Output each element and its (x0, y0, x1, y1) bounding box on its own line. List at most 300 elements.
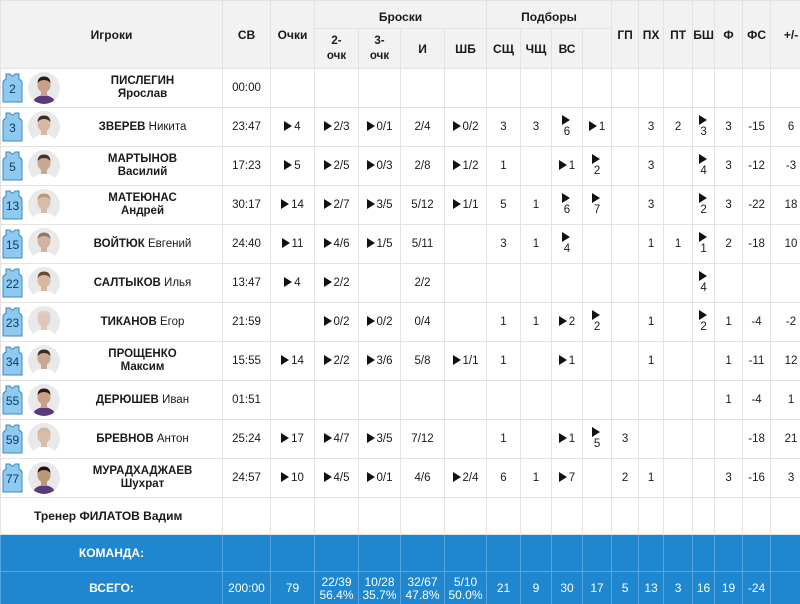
two-pt-cell (315, 381, 359, 420)
plus-minus-cell (743, 147, 771, 186)
player-name[interactable] (67, 225, 218, 263)
player-cell[interactable] (1, 108, 223, 147)
total-three-pt-pct: 35.7% (362, 587, 397, 602)
fouls-drawn-cell (715, 303, 743, 342)
player-name[interactable] (67, 147, 218, 185)
stat-value: 1/2 (462, 160, 479, 172)
stat-value: 2 (568, 316, 576, 328)
stat-value: 1 (532, 199, 540, 211)
player-first-name: Максим (120, 361, 165, 373)
play-icon[interactable] (453, 355, 461, 365)
play-icon[interactable] (367, 121, 375, 131)
stat-value: -22 (748, 199, 765, 211)
player-cell[interactable] (1, 186, 223, 225)
play-icon[interactable] (453, 199, 461, 209)
player-row[interactable] (1, 342, 800, 381)
def-reb-cell (487, 264, 521, 303)
two-pt-cell (315, 264, 359, 303)
stat-value: 4 (700, 282, 707, 294)
stat-value: 6 (563, 126, 571, 138)
steals-cell (612, 459, 639, 498)
stat-value: 1 (568, 355, 576, 367)
three-pt-cell (359, 303, 401, 342)
off-reb-cell (521, 264, 552, 303)
player-row[interactable] (1, 225, 800, 264)
play-icon[interactable] (559, 355, 567, 365)
stat-value: 1/1 (462, 199, 479, 211)
total-reb-cell (552, 69, 583, 108)
def-reb-cell (487, 342, 521, 381)
jersey-icon (2, 385, 23, 415)
field-goals-cell (401, 420, 445, 459)
player-name[interactable] (67, 420, 218, 458)
assists-cell (583, 420, 612, 459)
total-reb-cell (552, 264, 583, 303)
stat-value: 5/11 (411, 238, 434, 250)
col-group-rebounds: Подборы (487, 1, 612, 29)
player-cell[interactable] (1, 69, 223, 108)
plus-minus-cell (743, 420, 771, 459)
total-steals: 5 (612, 572, 639, 604)
player-photo (28, 228, 60, 260)
stat-value: 1 (532, 238, 540, 250)
player-row[interactable] (1, 147, 800, 186)
play-icon[interactable] (367, 472, 375, 482)
player-last-name: ВОЙТЮК (93, 237, 145, 250)
player-name[interactable] (67, 264, 218, 302)
total-total-reb: 30 (552, 572, 583, 604)
total-turnovers: 13 (639, 572, 664, 604)
turnovers-cell (639, 381, 664, 420)
off-reb-cell (521, 147, 552, 186)
fouls-cell (693, 342, 715, 381)
stat-value: 4/6 (414, 472, 431, 484)
player-cell[interactable] (1, 459, 223, 498)
three-pt-cell (359, 147, 401, 186)
jersey-number: 55 (5, 394, 20, 408)
two-pt-cell (315, 108, 359, 147)
stat-value: 7/12 (411, 433, 434, 445)
plus-minus-cell (743, 69, 771, 108)
stat-value: 3 (500, 238, 507, 250)
play-icon[interactable] (589, 121, 597, 131)
def-reb-cell (487, 147, 521, 186)
col-header-fouls[interactable]: Ф (715, 1, 743, 69)
play-icon[interactable] (281, 355, 289, 365)
col-header-assists[interactable]: ГП (612, 1, 639, 69)
fouls-drawn-cell (715, 459, 743, 498)
player-photo (28, 189, 60, 221)
play-icon[interactable] (559, 433, 567, 443)
stat-value: 1 (700, 243, 707, 255)
play-icon[interactable] (324, 472, 332, 482)
plus-minus-cell (743, 342, 771, 381)
stat-value: 3/6 (376, 355, 393, 367)
def-reb-cell (487, 186, 521, 225)
fouls-cell (693, 264, 715, 303)
play-icon[interactable] (699, 271, 707, 281)
player-cell[interactable] (1, 264, 223, 303)
fouls-drawn-cell (715, 186, 743, 225)
player-last-name: БРЕВНОВ (96, 432, 154, 445)
summary-rows (1, 498, 800, 604)
jersey-number: 5 (9, 160, 16, 174)
stat-value: 2/2 (333, 355, 350, 367)
stat-value: 4 (700, 165, 707, 177)
player-first-name: Егор (159, 315, 185, 328)
time-cell (223, 459, 271, 498)
player-row[interactable] (1, 303, 800, 342)
player-name[interactable] (67, 381, 218, 419)
player-photo (28, 345, 60, 377)
player-first-name: Иван (162, 393, 190, 406)
two-pt-cell (315, 186, 359, 225)
play-icon[interactable] (699, 232, 707, 242)
play-icon[interactable] (699, 154, 707, 164)
fouls-cell (693, 381, 715, 420)
player-row[interactable] (1, 108, 800, 147)
player-row[interactable] (1, 459, 800, 498)
two-pt-line1: 2- (331, 34, 342, 47)
col-header-turnovers[interactable]: ПТ (664, 1, 693, 69)
plus-minus-cell (743, 459, 771, 498)
jersey-icon (2, 151, 23, 181)
total-fouls-drawn: 19 (715, 572, 743, 604)
play-icon[interactable] (562, 115, 570, 125)
points-cell (271, 420, 315, 459)
steals-cell (612, 147, 639, 186)
play-icon[interactable] (592, 193, 600, 203)
player-cell[interactable] (1, 420, 223, 459)
stat-value: 6 (500, 472, 507, 484)
turnovers-cell (639, 225, 664, 264)
col-header-steals[interactable]: ПХ (639, 1, 664, 69)
player-photo (28, 111, 60, 143)
player-photo (28, 150, 60, 182)
stat-value: 21 (784, 433, 798, 445)
play-icon[interactable] (559, 472, 567, 482)
def-reb-cell (487, 420, 521, 459)
fouls-cell (693, 420, 715, 459)
player-photo (28, 423, 60, 455)
col-header-spacer (583, 29, 612, 69)
team-row (1, 535, 800, 572)
total-field-goals (401, 572, 445, 604)
play-icon[interactable] (367, 316, 375, 326)
stat-value: 4 (563, 243, 571, 255)
assists-cell (583, 459, 612, 498)
player-cell[interactable] (1, 303, 223, 342)
points-cell (271, 459, 315, 498)
def-reb-cell (487, 303, 521, 342)
play-icon[interactable] (324, 355, 332, 365)
col-header-points[interactable]: Очки (271, 1, 315, 69)
player-last-name: ДЕРЮШЕВ (95, 393, 159, 406)
stat-value: 01:51 (232, 394, 261, 406)
two-pt-cell (315, 420, 359, 459)
player-last-name: ПИСЛЕГИН (110, 75, 175, 87)
stat-value: 5/8 (414, 355, 431, 367)
coach-name[interactable]: Тренер ФИЛАТОВ Вадим (1, 498, 223, 535)
fouls-cell (693, 69, 715, 108)
play-icon[interactable] (367, 238, 375, 248)
play-icon[interactable] (324, 238, 332, 248)
col-header-players[interactable]: Игроки (1, 1, 223, 69)
stat-value: 1 (568, 433, 576, 445)
time-cell (223, 303, 271, 342)
free-throws-cell (445, 342, 487, 381)
col-header-two-pt[interactable] (315, 29, 359, 69)
play-icon[interactable] (324, 316, 332, 326)
play-icon[interactable] (281, 472, 289, 482)
stat-value: 3 (700, 126, 707, 138)
off-reb-cell (521, 225, 552, 264)
play-icon[interactable] (284, 160, 292, 170)
stat-value: 2 (593, 165, 601, 177)
stat-value: 2 (700, 321, 707, 333)
def-reb-cell (487, 69, 521, 108)
stat-value: 1/1 (462, 355, 479, 367)
player-cell[interactable] (1, 225, 223, 264)
stat-value: -4 (751, 316, 762, 328)
steals-cell (612, 69, 639, 108)
player-name[interactable] (67, 69, 218, 107)
col-header-field-goals[interactable]: И (401, 29, 445, 69)
blocks-cell (664, 69, 693, 108)
play-icon[interactable] (453, 472, 461, 482)
time-cell (223, 69, 271, 108)
stat-value: 3 (500, 121, 507, 133)
blocks-cell (664, 420, 693, 459)
col-header-fouls-drawn[interactable]: ФС (743, 1, 771, 69)
points-cell (271, 147, 315, 186)
player-name[interactable] (67, 342, 218, 380)
player-row[interactable] (1, 381, 800, 420)
stat-value: 17 (291, 433, 304, 445)
play-icon[interactable] (559, 316, 567, 326)
play-icon[interactable] (367, 199, 375, 209)
stat-value: 4/5 (333, 472, 350, 484)
player-cell[interactable] (1, 381, 223, 420)
col-header-free-throws[interactable]: ШБ (445, 29, 487, 69)
player-name[interactable] (67, 303, 218, 341)
stat-value: -15 (748, 121, 765, 133)
steals-cell (612, 420, 639, 459)
stat-value: 3 (725, 160, 732, 172)
stat-value: 3/5 (376, 433, 393, 445)
fouls-cell (693, 147, 715, 186)
player-row[interactable] (1, 420, 800, 459)
steals-cell (612, 264, 639, 303)
player-photo (28, 72, 60, 104)
play-icon[interactable] (324, 121, 332, 131)
play-icon[interactable] (324, 277, 332, 287)
free-throws-cell (445, 108, 487, 147)
total-fg-made: 32/67 (407, 574, 438, 589)
fouls-drawn-cell (715, 225, 743, 264)
stat-value: 21:59 (232, 316, 261, 328)
total-plus-minus: -24 (743, 572, 771, 604)
def-reb-cell (487, 225, 521, 264)
col-header-blocks[interactable]: БШ (693, 1, 715, 69)
efficiency-cell (771, 186, 800, 225)
def-reb-cell (487, 459, 521, 498)
player-row[interactable] (1, 69, 800, 108)
play-icon[interactable] (367, 355, 375, 365)
time-cell (223, 186, 271, 225)
free-throws-cell (445, 420, 487, 459)
stat-value: 13:47 (232, 277, 261, 289)
total-def-reb: 21 (487, 572, 521, 604)
col-header-three-pt[interactable] (359, 29, 401, 69)
col-header-off-reb[interactable]: ЧЩ (521, 29, 552, 69)
stat-value: 1 (725, 394, 732, 406)
stat-value: 15:55 (232, 355, 261, 367)
field-goals-cell (401, 342, 445, 381)
stat-value: 3/5 (376, 199, 393, 211)
player-name[interactable] (67, 459, 218, 497)
turnovers-cell (639, 186, 664, 225)
stat-value: 3 (725, 472, 732, 484)
stat-value: 3 (621, 433, 629, 445)
total-reb-cell (552, 108, 583, 147)
off-reb-cell (521, 303, 552, 342)
player-first-name: Никита (148, 120, 187, 133)
assists-cell (583, 225, 612, 264)
player-first-name: Андрей (120, 205, 165, 217)
total-reb-cell (552, 459, 583, 498)
play-icon[interactable] (282, 238, 290, 248)
player-last-name: ЗВЕРЕВ (98, 120, 146, 133)
col-header-def-reb[interactable]: СЩ (487, 29, 521, 69)
play-icon[interactable] (562, 232, 570, 242)
blocks-cell (664, 342, 693, 381)
player-name[interactable] (67, 108, 218, 146)
play-icon[interactable] (281, 433, 289, 443)
assists-cell (583, 186, 612, 225)
player-last-name: МУРАДХАДЖАЕВ (92, 465, 193, 477)
points-cell (271, 69, 315, 108)
play-icon[interactable] (284, 121, 292, 131)
blocks-cell (664, 225, 693, 264)
stat-value: 1 (500, 160, 507, 172)
stat-value: 2/7 (333, 199, 350, 211)
stat-value: 30:17 (232, 199, 261, 211)
two-pt-cell (315, 459, 359, 498)
total-reb-cell (552, 420, 583, 459)
total-two-pt-pct: 56.4% (319, 587, 354, 602)
total-reb-cell (552, 342, 583, 381)
stat-value: 00:00 (232, 82, 261, 94)
play-icon[interactable] (367, 160, 375, 170)
play-icon[interactable] (324, 433, 332, 443)
turnovers-cell (639, 264, 664, 303)
jersey-number: 34 (5, 355, 20, 369)
fouls-cell (693, 225, 715, 264)
three-pt-line1: 3- (374, 34, 385, 47)
stat-value: 17:23 (232, 160, 261, 172)
blocks-cell (664, 459, 693, 498)
field-goals-cell (401, 381, 445, 420)
play-icon[interactable] (699, 310, 707, 320)
col-header-plus-minus[interactable]: +/- (771, 1, 800, 69)
play-icon[interactable] (324, 199, 332, 209)
time-cell (223, 108, 271, 147)
play-icon[interactable] (284, 277, 292, 287)
play-icon[interactable] (699, 115, 707, 125)
play-icon[interactable] (281, 199, 289, 209)
jersey-icon (2, 424, 23, 454)
jersey-icon (2, 463, 23, 493)
player-row[interactable] (1, 264, 800, 303)
stat-value: 0/1 (376, 472, 393, 484)
stat-value: 5 (500, 199, 507, 211)
jersey-icon (2, 190, 23, 220)
off-reb-cell (521, 342, 552, 381)
three-pt-cell (359, 264, 401, 303)
total-ft-made: 5/10 (453, 574, 478, 589)
player-photo (28, 384, 60, 416)
blocks-cell (664, 303, 693, 342)
play-icon[interactable] (324, 160, 332, 170)
stat-value: 1 (647, 355, 655, 367)
col-header-total-reb[interactable]: ВС (552, 29, 583, 69)
player-name[interactable] (67, 186, 218, 224)
off-reb-cell (521, 186, 552, 225)
play-icon[interactable] (592, 310, 600, 320)
stat-value: 2/4 (414, 121, 431, 133)
player-cell[interactable] (1, 342, 223, 381)
jersey-icon (2, 307, 23, 337)
turnovers-cell (639, 420, 664, 459)
play-icon[interactable] (453, 121, 461, 131)
play-icon[interactable] (592, 427, 600, 437)
play-icon[interactable] (453, 160, 461, 170)
player-cell[interactable] (1, 147, 223, 186)
stat-value: 5/12 (411, 199, 434, 211)
stat-value: 1 (725, 355, 732, 367)
player-row[interactable] (1, 186, 800, 225)
stat-value: 12 (784, 355, 798, 367)
fouls-drawn-cell (715, 69, 743, 108)
stat-value: 3 (647, 121, 655, 133)
efficiency-cell (771, 108, 800, 147)
three-pt-cell (359, 381, 401, 420)
turnovers-cell (639, 69, 664, 108)
time-cell (223, 342, 271, 381)
total-label: ВСЕГО: (1, 572, 223, 604)
blocks-cell (664, 381, 693, 420)
stat-value: 1 (500, 316, 507, 328)
play-icon[interactable] (562, 193, 570, 203)
plus-minus-cell (743, 225, 771, 264)
turnovers-cell (639, 303, 664, 342)
points-cell (271, 186, 315, 225)
play-icon[interactable] (367, 433, 375, 443)
field-goals-cell (401, 186, 445, 225)
blocks-cell (664, 147, 693, 186)
total-reb-cell (552, 225, 583, 264)
play-icon[interactable] (699, 193, 707, 203)
play-icon[interactable] (592, 154, 600, 164)
stat-value: 0/2 (376, 316, 393, 328)
plus-minus-cell (743, 264, 771, 303)
play-icon[interactable] (559, 160, 567, 170)
player-rows (1, 69, 800, 498)
assists-cell (583, 69, 612, 108)
col-header-time[interactable]: СВ (223, 1, 271, 69)
stat-value: -18 (748, 433, 765, 445)
